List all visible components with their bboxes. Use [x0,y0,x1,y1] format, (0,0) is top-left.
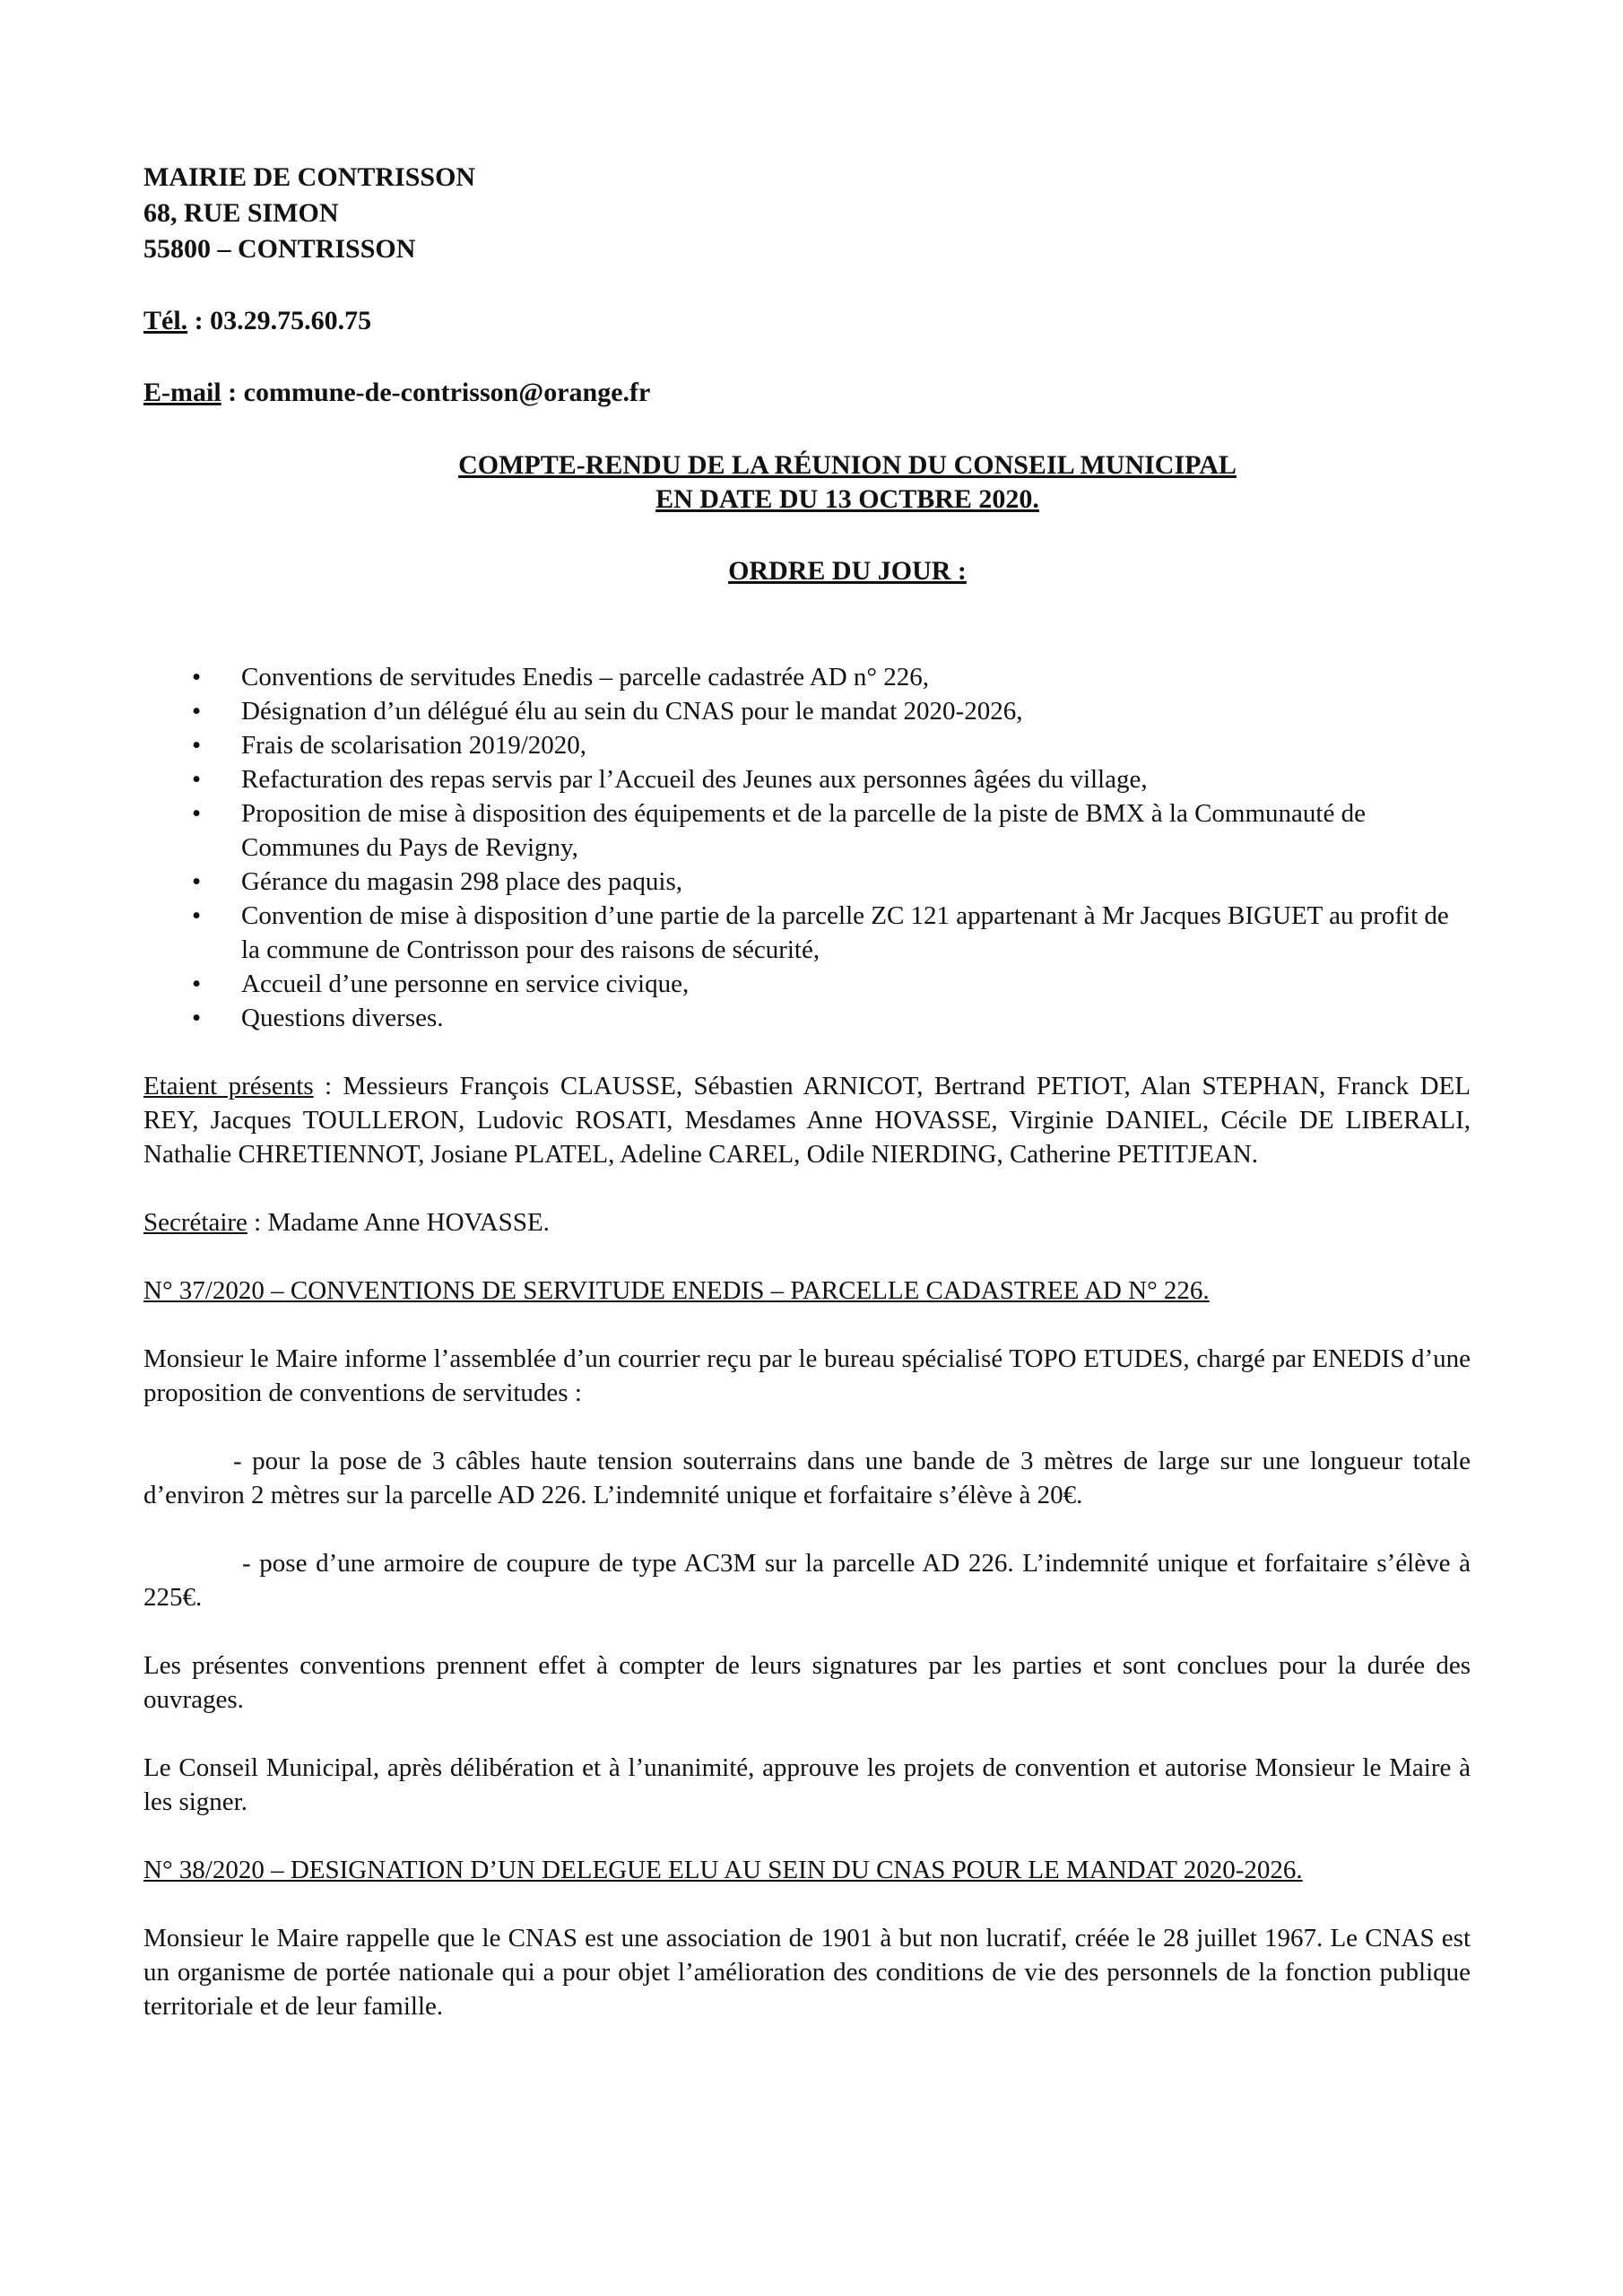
agenda-heading: ORDRE DU JOUR : [728,556,967,586]
agenda-item-text: Accueil d’une personne en service civique, [241,970,690,998]
bullet-icon: • [192,1004,202,1032]
email-value: : commune-de-contrisson@orange.fr [221,378,651,407]
agenda-item [143,865,1471,899]
agenda-item-text: Proposition de mise à disposition des équipements et de la parcelle de la piste de BMX à la Communauté de Communes du Pays de Revigny, [241,799,1366,862]
bullet-icon: • [192,731,202,760]
agenda-item-text: Refacturation des repas servis par l’Accueil des Jeunes aux personnes âgées du village, [241,765,1148,794]
title-line-1: COMPTE-RENDU DE LA RÉUNION DU CONSEIL MUNICIPAL [458,450,1237,480]
title-line-2: EN DATE DU 13 OCTBRE 2020. [655,484,1039,514]
bullet-icon: • [192,663,202,691]
address-line-2: 68, RUE SIMON [143,198,339,228]
phone-line [143,303,1471,339]
agenda-item [143,899,1471,967]
agenda-item-text: Questions diverses. [241,1004,444,1032]
agenda-item [143,728,1471,762]
secretary-text: : Madame Anne HOVASSE. [247,1208,550,1237]
attendance-label: Etaient présents [143,1072,314,1100]
phone-value: : 03.29.75.60.75 [187,306,372,335]
bullet-icon: • [192,867,202,896]
section-37-paragraph-2: - pour la pose de 3 câbles haute tension souterrains dans une bande de 3 mètres de large sur une longueur totale d’environ 2 mètres sur la parcelle AD 226. L’indemnité unique et forfaitaire s’élève à 20€. [143,1447,1471,1509]
agenda-item [143,694,1471,728]
agenda-item-text: Frais de scolarisation 2019/2020, [241,731,587,760]
agenda-item [143,660,1471,694]
secretary-paragraph [143,1205,1471,1239]
section-37-paragraph-3: - pose d’une armoire de coupure de type AC3M sur la parcelle AD 226. L’indemnité unique et forfaitaire s’élève à 225€. [143,1549,1471,1612]
agenda-item-text: Conventions de servitudes Enedis – parcelle cadastrée AD n° 226, [241,663,929,691]
secretary-label: Secrétaire [143,1208,247,1237]
address-line-1: MAIRIE DE CONTRISSON [143,162,476,192]
agenda-item [143,967,1471,1001]
phone-label: Tél. [143,306,188,335]
attendance-text: : Messieurs François CLAUSSE, Sébastien ARNICOT, Bertrand PETIOT, Alan STEPHAN, Franck DEL REY, Jacques TOULLERON, Ludovic ROSATI, Mesdames Anne HOVASSE, Virginie DANIEL, Cécile DE LIBERALI, Nathalie CHRETIENNOT, Josiane PLATEL, Adeline CAREL, Odile NIERDING, Catherine PETITJEAN. [143,1072,1471,1169]
bullet-icon: • [192,901,202,930]
bullet-icon: • [192,765,202,794]
document-title [143,448,1471,517]
section-37-paragraph-4: Les présentes conventions prennent effet à compter de leurs signatures par les parties et sont conclues pour la durée des ouvrages. [143,1651,1471,1714]
agenda-item [143,762,1471,796]
section-38-paragraph-1: Monsieur le Maire rappelle que le CNAS est une association de 1901 à but non lucratif, créée le 28 juillet 1967. Le CNAS est un organisme de portée nationale qui a pour objet l’amélioration des conditions de vie des personnels de la fonction publique territoriale et de leur famille. [143,1924,1471,2021]
agenda-list [143,660,1471,1035]
sender-address [143,160,1471,267]
section-38-heading: N° 38/2020 – DESIGNATION D’UN DELEGUE ELU AU SEIN DU CNAS POUR LE MANDAT 2020-2026. [143,1856,1303,1884]
section-37-paragraph-1: Monsieur le Maire informe l’assemblée d’un courrier reçu par le bureau spécialisé TOPO ETUDES, chargé par ENEDIS d’une proposition de conventions de servitudes : [143,1344,1471,1407]
document-body [143,160,1471,2023]
bullet-icon: • [192,697,202,726]
bullet-icon: • [192,970,202,998]
bullet-icon: • [192,799,202,828]
agenda-item-text: Convention de mise à disposition d’une partie de la parcelle ZC 121 appartenant à Mr Jacques BIGUET au profit de la commune de Contrisson pour des raisons de sécurité, [241,901,1449,964]
attendance-paragraph [143,1069,1471,1171]
section-37-heading: N° 37/2020 – CONVENTIONS DE SERVITUDE ENEDIS – PARCELLE CADASTREE AD N° 226. [143,1276,1210,1305]
agenda-item [143,796,1471,865]
agenda-item-text: Désignation d’un délégué élu au sein du CNAS pour le mandat 2020-2026, [241,697,1023,726]
email-label: E-mail [143,378,221,407]
section-37-paragraph-5: Le Conseil Municipal, après délibération et à l’unanimité, approuve les projets de convention et autorise Monsieur le Maire à les signer. [143,1753,1471,1816]
agenda-item-text: Gérance du magasin 298 place des paquis, [241,867,683,896]
email-line [143,375,1471,411]
address-line-3: 55800 – CONTRISSON [143,234,416,264]
agenda-item [143,1001,1471,1035]
